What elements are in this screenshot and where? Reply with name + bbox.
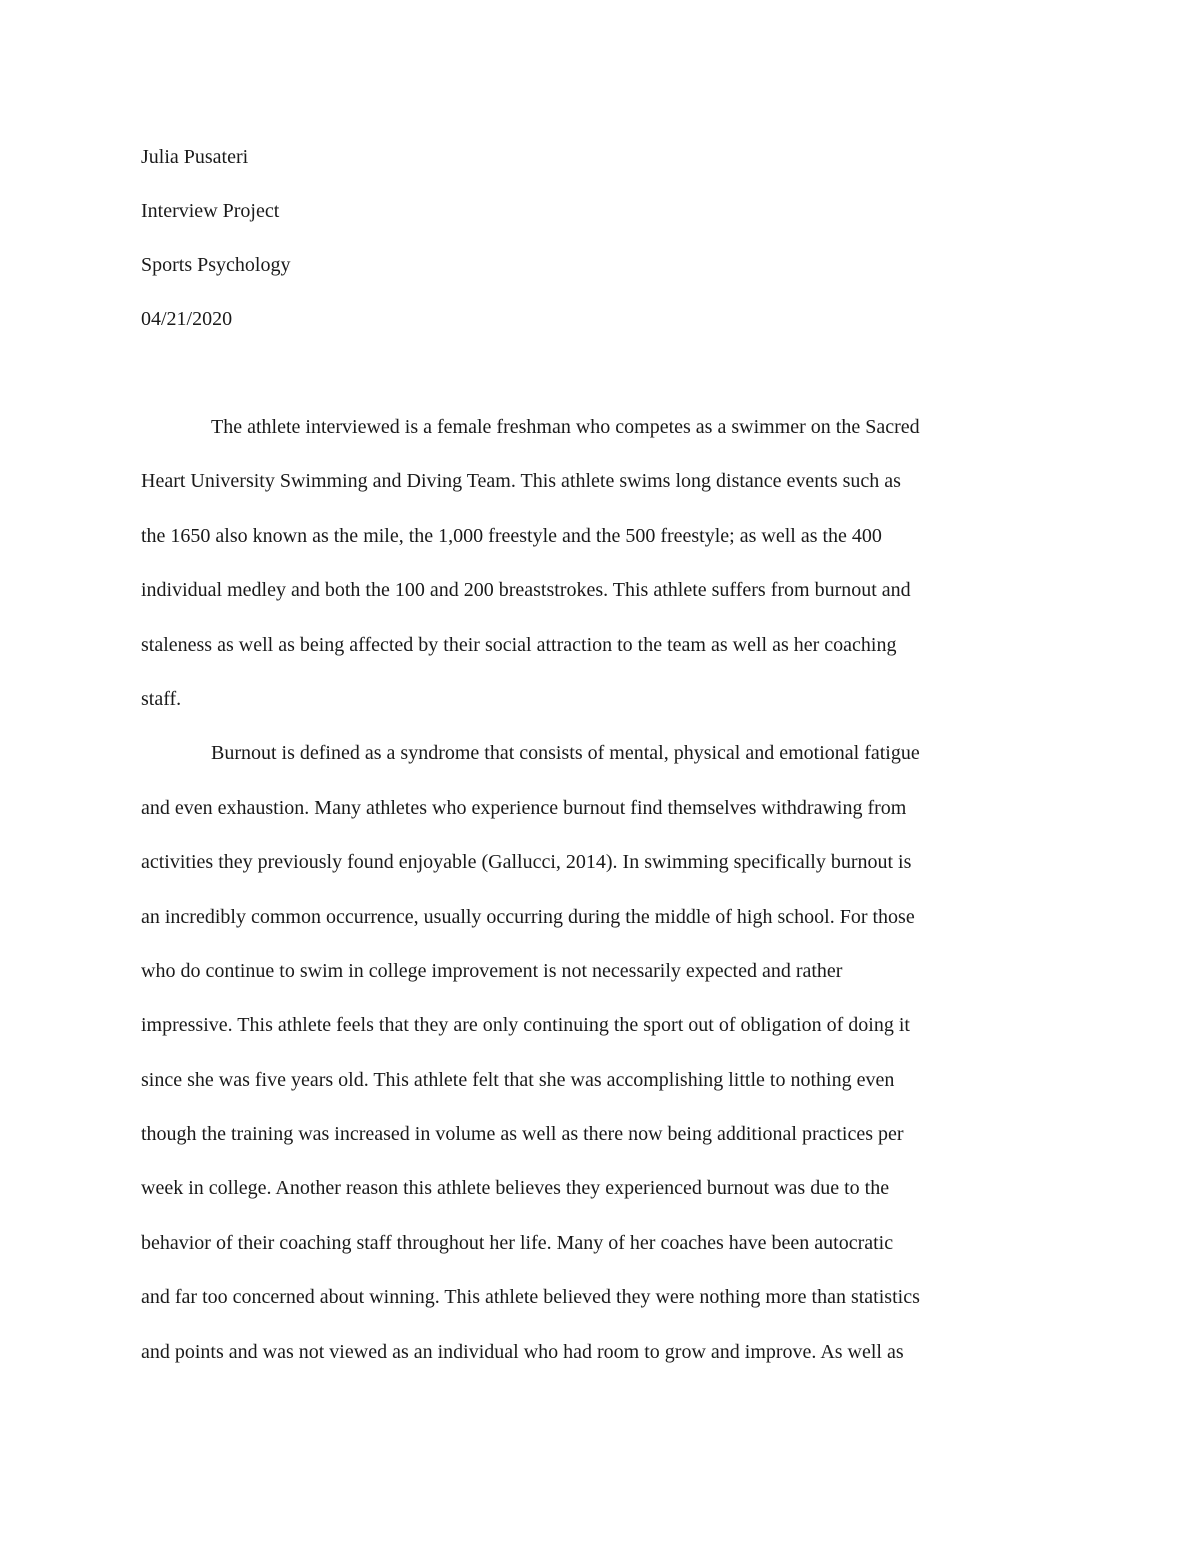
paragraph-2 [141, 731, 1066, 1384]
text-line: impressive. This athlete feels that they are only continuing the sport out of obligation of doing it [141, 1014, 910, 1037]
text-line: an incredibly common occurrence, usually occurring during the middle of high school. For those [141, 905, 915, 928]
text-line: staff. [141, 687, 182, 710]
course-name: Sports Psychology [141, 254, 291, 276]
text-line: who do continue to swim in college improvement is not necessarily expected and rather [141, 959, 843, 982]
document-header [141, 139, 1081, 355]
text-line: and even exhaustion. Many athletes who experience burnout find themselves withdrawing from [141, 796, 907, 819]
text-line: since she was five years old. This athlete felt that she was accomplishing little to nothing even [141, 1068, 895, 1091]
text-line: and far too concerned about winning. This athlete believed they were nothing more than statistics [141, 1286, 920, 1309]
document-body [141, 405, 1066, 1384]
text-line: behavior of their coaching staff throughout her life. Many of her coaches have been autocratic [141, 1231, 894, 1254]
text-line: Heart University Swimming and Diving Team. This athlete swims long distance events such as [141, 470, 901, 493]
text-line: The athlete interviewed is a female freshman who competes as a swimmer on the Sacred [211, 416, 920, 438]
paragraph-1 [141, 405, 1066, 731]
author-name: Julia Pusateri [141, 146, 249, 168]
assignment-title: Interview Project [141, 200, 280, 222]
document-date: 04/21/2020 [141, 308, 233, 330]
text-line: week in college. Another reason this athlete believes they experienced burnout was due to the [141, 1177, 890, 1200]
text-line: though the training was increased in volume as well as there now being additional practices per [141, 1123, 904, 1146]
text-line: activities they previously found enjoyable (Gallucci, 2014). In swimming specifically burnout is [141, 851, 912, 874]
text-line: staleness as well as being affected by their social attraction to the team as well as her coaching [141, 633, 897, 656]
text-line: Burnout is defined as a syndrome that consists of mental, physical and emotional fatigue [211, 742, 920, 765]
text-line: and points and was not viewed as an individual who had room to grow and improve. As well as [141, 1340, 904, 1363]
text-line: the 1650 also known as the mile, the 1,000 freestyle and the 500 freestyle; as well as the 400 [141, 524, 882, 547]
text-line: individual medley and both the 100 and 200 breaststrokes. This athlete suffers from burnout and [141, 579, 911, 602]
